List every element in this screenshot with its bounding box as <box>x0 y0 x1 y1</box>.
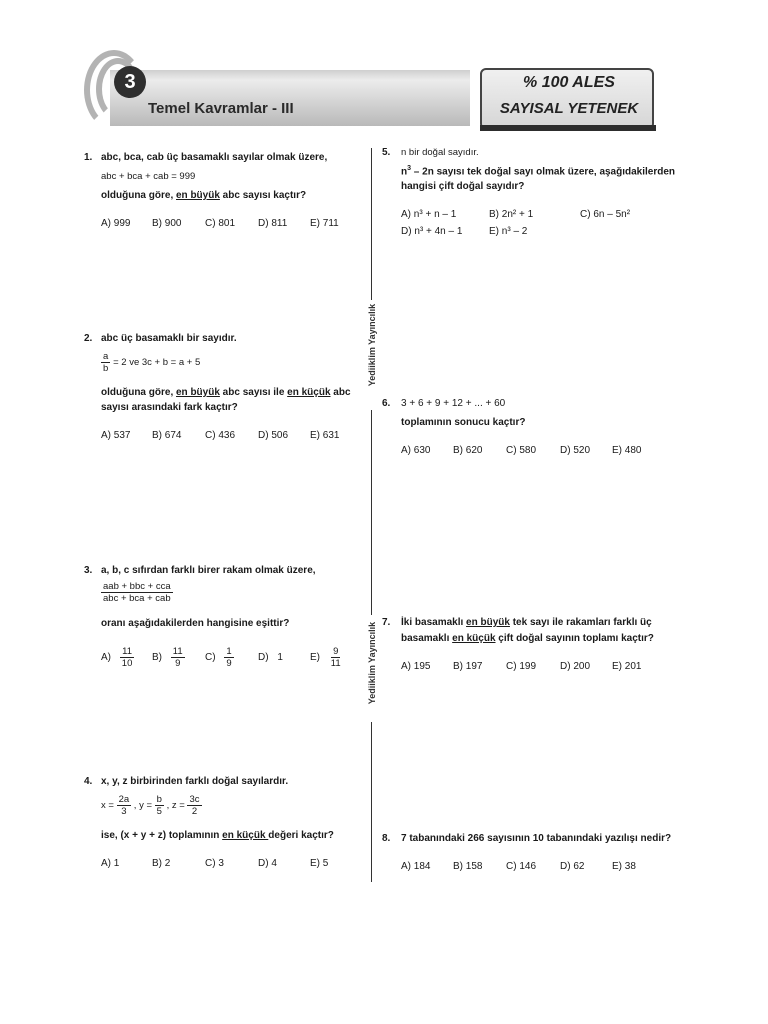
question-2-option-a[interactable]: A) 537 <box>101 430 131 441</box>
question-1-stem-pre: olduğuna göre, <box>101 190 176 201</box>
ales-badge <box>480 68 654 130</box>
question-6-option-a[interactable]: A) 630 <box>401 445 431 456</box>
question-8-option-b[interactable]: B) 158 <box>453 861 483 872</box>
column-divider-bottom <box>371 722 372 882</box>
question-3-option-d[interactable]: D) 1 <box>258 652 283 663</box>
question-1-option-b[interactable]: B) 900 <box>152 218 182 229</box>
question-7-option-c[interactable]: C) 199 <box>506 661 537 672</box>
question-6-option-e[interactable]: E) 480 <box>612 445 642 456</box>
question-5-number: 5. <box>382 147 391 158</box>
column-divider-mid <box>371 410 372 615</box>
question-6-option-b[interactable]: B) 620 <box>453 445 483 456</box>
question-3-option-c[interactable]: C) $\frac{1}{9}$ <box>205 646 232 669</box>
section-number-badge: 3 <box>114 66 146 98</box>
question-5-option-d[interactable]: D) n³ + 4n – 1 <box>401 226 463 237</box>
question-1-stem-post: abc sayısı kaçtır? <box>219 190 307 201</box>
question-2-option-d[interactable]: D) 506 <box>258 430 289 441</box>
ales-badge-underline <box>480 125 656 131</box>
question-5-option-e[interactable]: E) n³ – 2 <box>489 226 528 237</box>
question-4-option-a[interactable]: A) 1 <box>101 858 120 869</box>
question-3-option-e[interactable]: E) $\frac{9}{11}$ <box>310 646 341 669</box>
section-title: Temel Kavramlar - III <box>148 100 294 117</box>
question-2-option-c[interactable]: C) 436 <box>205 430 236 441</box>
question-3-line1: a, b, c sıfırdan farklı birer rakam olmak üzere, <box>101 565 316 576</box>
question-7-option-d[interactable]: D) 200 <box>560 661 591 672</box>
question-8-option-e[interactable]: E) 38 <box>612 861 636 872</box>
question-2-stem-line2: sayısı arasındaki fark kaçtır? <box>101 402 238 413</box>
question-7-line2: basamaklı en küçük çift doğal sayının toplamı kaçtır? <box>401 633 654 644</box>
question-3-number: 3. <box>84 565 93 576</box>
question-4-line1: x, y, z birbirinden farklı doğal sayılardır. <box>101 776 289 787</box>
question-7-number: 7. <box>382 617 391 628</box>
question-4-equations: x = $\frac{2a}{3}$ , y = $\frac{b}{5}$ , z = $\frac{3c}{2}$ <box>101 794 200 817</box>
question-3-option-b[interactable]: B) $\frac{11}{9}$ <box>152 646 183 669</box>
question-5-option-c[interactable]: C) 6n – 5n² <box>580 209 631 220</box>
question-4-option-b[interactable]: B) 2 <box>152 858 171 869</box>
question-5-option-a[interactable]: A) n³ + n – 1 <box>401 209 457 220</box>
question-1-line1: abc, bca, cab üç basamaklı sayılar olmak üzere, <box>101 152 328 163</box>
question-5-line1: n bir doğal sayıdır. <box>401 147 479 158</box>
question-5-line2: $n^3 - 2n$ sayısı tek doğal sayı olmak üzere, aşağıdakilerden <box>401 165 676 178</box>
question-4-stem: ise, (x + y + z) toplamının en küçük değeri kaçtır? <box>101 830 334 841</box>
question-8-number: 8. <box>382 833 391 844</box>
question-2-stem: olduğuna göre, en büyük abc sayısı ile en küçük abc <box>101 387 351 398</box>
question-4-option-d[interactable]: D) 4 <box>258 858 277 869</box>
question-8-option-a[interactable]: A) 184 <box>401 861 431 872</box>
question-4-number: 4. <box>84 776 93 787</box>
question-3-option-a[interactable]: A) $\frac{11}{10}$ <box>101 646 133 669</box>
question-2-equation <box>101 351 200 374</box>
question-1-option-e[interactable]: E) 711 <box>310 218 339 229</box>
question-2-fraction: $\frac{a}{b}$ <box>103 351 109 374</box>
question-5-option-b[interactable]: B) 2n² + 1 <box>489 209 534 220</box>
column-divider-top <box>371 148 372 300</box>
side-label-bottom: Yediiklim Yayıncılık <box>367 621 377 705</box>
question-2-number: 2. <box>84 333 93 344</box>
question-8-option-c[interactable]: C) 146 <box>506 861 537 872</box>
question-7-line1: İki basamaklı en büyük tek sayı ile rakamları farklı üç <box>401 617 652 628</box>
header-band <box>110 70 470 126</box>
question-6-number: 6. <box>382 398 391 409</box>
question-1-option-d[interactable]: D) 811 <box>258 218 288 229</box>
question-2-option-b[interactable]: B) 674 <box>152 430 182 441</box>
question-7-option-e[interactable]: E) 201 <box>612 661 642 672</box>
question-1-option-a[interactable]: A) 999 <box>101 218 131 229</box>
ales-badge-line2: SAYISAL YETENEK <box>499 100 639 117</box>
question-6-option-d[interactable]: D) 520 <box>560 445 591 456</box>
question-7-option-b[interactable]: B) 197 <box>453 661 483 672</box>
question-3-stem: oranı aşağıdakilerden hangisine eşittir? <box>101 618 290 629</box>
question-4-option-e[interactable]: E) 5 <box>310 858 329 869</box>
question-1-option-c[interactable]: C) 801 <box>205 218 236 229</box>
question-2-line1: abc üç basamaklı bir sayıdır. <box>101 333 237 344</box>
question-1-stem <box>101 190 306 201</box>
question-8-stem: 7 tabanındaki 266 sayısının 10 tabanındaki yazılışı nedir? <box>401 833 672 844</box>
question-1-stem-underlined: en büyük <box>176 190 220 201</box>
question-8-option-d[interactable]: D) 62 <box>560 861 585 872</box>
question-2-option-e[interactable]: E) 631 <box>310 430 340 441</box>
question-7-option-a[interactable]: A) 195 <box>401 661 431 672</box>
ales-badge-line1: % 100 ALES <box>523 74 615 91</box>
question-2-equation-rest: = 2 ve 3c + b = a + 5 <box>113 357 201 369</box>
question-6-stem: toplamının sonucu kaçtır? <box>401 417 526 428</box>
question-6-option-c[interactable]: C) 580 <box>506 445 537 456</box>
question-6-line1: 3 + 6 + 9 + 12 + ... + 60 <box>401 398 506 409</box>
question-5-line3: hangisi çift doğal sayıdır? <box>401 181 525 192</box>
side-label-top: Yediiklim Yayıncılık <box>367 303 377 387</box>
question-4-option-c[interactable]: C) 3 <box>205 858 224 869</box>
question-3-fraction: $\frac{\text{aab + bbc + cca}}{\text{abc + bca + cab}}$ <box>103 581 171 604</box>
question-1-number: 1. <box>84 152 93 163</box>
question-1-equation: abc + bca + cab = 999 <box>101 171 196 182</box>
